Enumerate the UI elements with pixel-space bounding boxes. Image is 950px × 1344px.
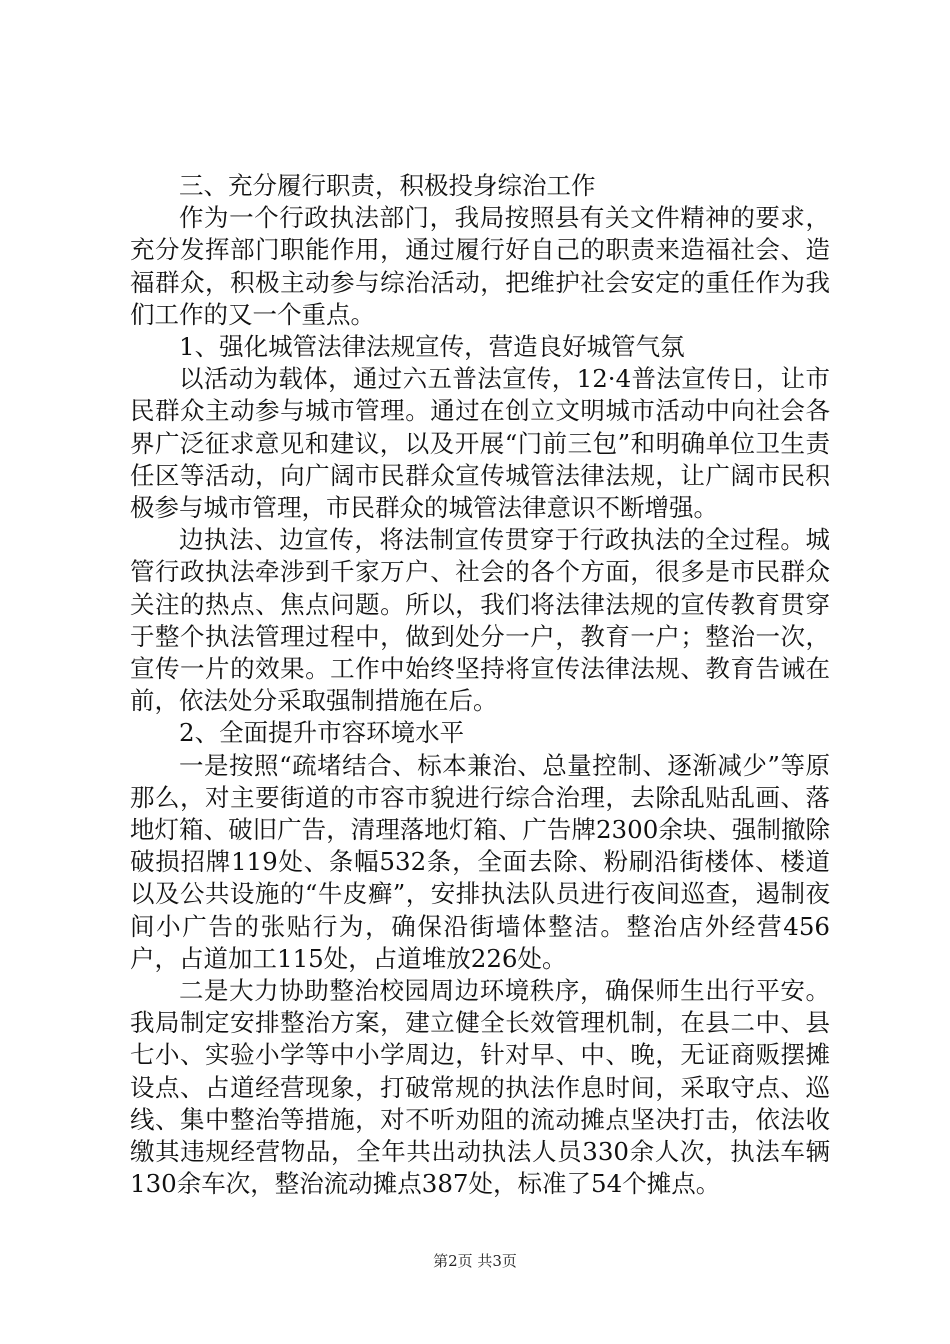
body-paragraph: 二是大力协助整治校园周边环境秩序，确保师生出行平安。我局制定安排整治方案，建立健全长效管理机制，在县二中、县七小、实验小学等中小学周边，针对早、中、晚，无证商贩摆摊设点、占道经营现象，打破常规的执法作息时间，采取守点、巡线、集中整治等措施，对不听劝阻的流动摊点坚决打击，依法收缴其违规经营物品，全年共出动执法人员330余人次，执法车辆130余车次，整治流动摊点387处，标准了54个摊点。 <box>130 976 830 1199</box>
subsection-heading: 2、全面提升市容环境水平 <box>179 718 465 748</box>
subsection-heading: 1、强化城管法律法规宣传，营造良好城管气氛 <box>179 332 685 362</box>
body-paragraph: 以活动为载体，通过六五普法宣传，12·4普法宣传日，让市民群众主动参与城市管理。通过在创立文明城市活动中向社会各界广泛征求意见和建议，以及开展“门前三包”和明确单位卫生责任区等活动，向广阔市民群众宣传城管法律法规，让广阔市民积极参与城市管理，市民群众的城管法律意识不断增强。 <box>130 364 830 523</box>
page-number-footer: 第2页 共3页 <box>433 1252 517 1270</box>
body-paragraph: 边执法、边宣传，将法制宣传贯穿于行政执法的全过程。城管行政执法牵涉到千家万户、社会的各个方面，很多是市民群众关注的热点、焦点问题。所以，我们将法律法规的宣传教育贯穿于整个执法管理过程中，做到处分一户，教育一户；整治一次，宣传一片的效果。工作中始终坚持将宣传法律法规、教育告诫在前，依法处分采取强制措施在后。 <box>130 525 830 716</box>
body-paragraph: 作为一个行政执法部门，我局按照县有关文件精神的要求，充分发挥部门职能作用，通过履行好自己的职责来造福社会、造福群众，积极主动参与综治活动，把维护社会安定的重任作为我们工作的又一个重点。 <box>130 203 830 329</box>
section-heading: 三、充分履行职责，积极投身综治工作 <box>179 171 596 200</box>
document-body <box>130 170 830 1201</box>
body-paragraph: 一是按照“疏堵结合、标本兼治、总量控制、逐渐减少”等原那么，对主要街道的市容市貌进行综合治理，去除乱贴乱画、落地灯箱、破旧广告，清理落地灯箱、广告牌2300余块、强制撤除破损招牌119处、条幅532条，全面去除、粉刷沿街楼体、楼道以及公共设施的“牛皮癣”，安排执法队员进行夜间巡查，遏制夜间小广告的张贴行为，确保沿街墙体整洁。整治店外经营456户，占道加工115处，占道堆放226处。 <box>130 750 830 973</box>
